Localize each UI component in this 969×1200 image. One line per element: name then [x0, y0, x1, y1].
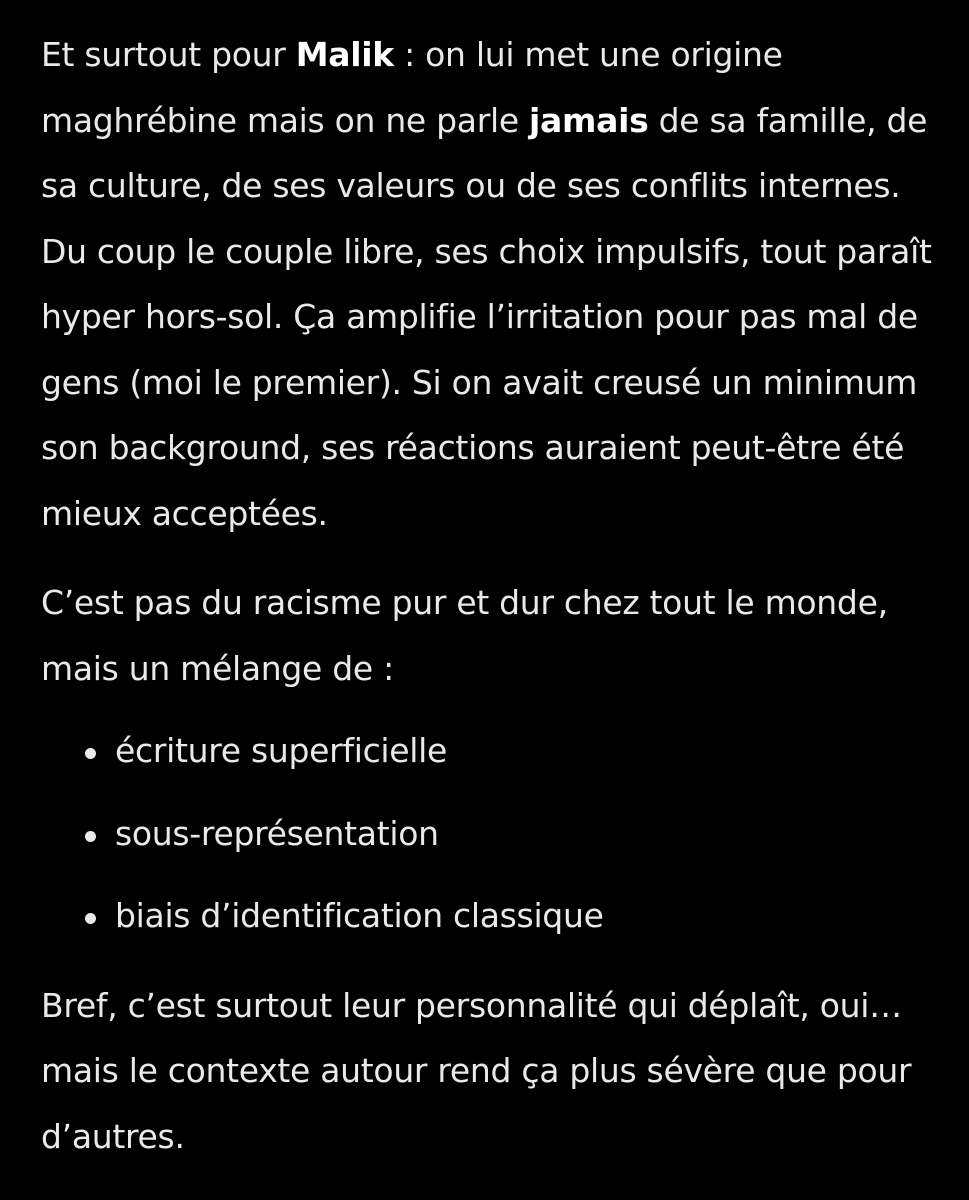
text-segment: de sa famille, de sa culture, de ses valeurs ou de ses conflits internes. Du coup le couple libre, ses choix impulsifs, tout paraît hyper hors-sol. Ça amplifie l’irritation pour pas mal de gens (moi le premier). Si on avait creusé un minimum son background, ses réactions auraient peut-être été mieux acceptées.	[41, 100, 932, 533]
list-item	[41, 883, 941, 949]
paragraph-malik	[41, 22, 941, 546]
bullet-dot-icon	[85, 913, 96, 924]
bullet-list	[41, 718, 941, 949]
list-item-text: biais d’identification classique	[115, 896, 604, 935]
paragraph-conclusion: Bref, c’est surtout leur personnalité qui déplaît, oui… mais le contexte autour rend ça plus sévère que pour d’autres.	[41, 985, 912, 1156]
bold-name-malik: Malik	[295, 35, 394, 74]
paragraph-melange: C’est pas du racisme pur et dur chez tout le monde, mais un mélange de :	[41, 583, 888, 688]
list-item	[41, 801, 941, 867]
list-item-text: sous-représentation	[115, 813, 439, 853]
bullet-dot-icon	[85, 748, 96, 759]
list-item	[41, 718, 941, 784]
text-segment: Et surtout pour	[41, 35, 296, 74]
text-segment: : on lui met une origine maghrébine mais on ne parle	[41, 35, 783, 140]
list-item-text: écriture superficielle	[115, 731, 448, 770]
bold-word-jamais: jamais	[529, 100, 649, 140]
post-body	[41, 22, 941, 1169]
bullet-dot-icon	[85, 831, 96, 842]
